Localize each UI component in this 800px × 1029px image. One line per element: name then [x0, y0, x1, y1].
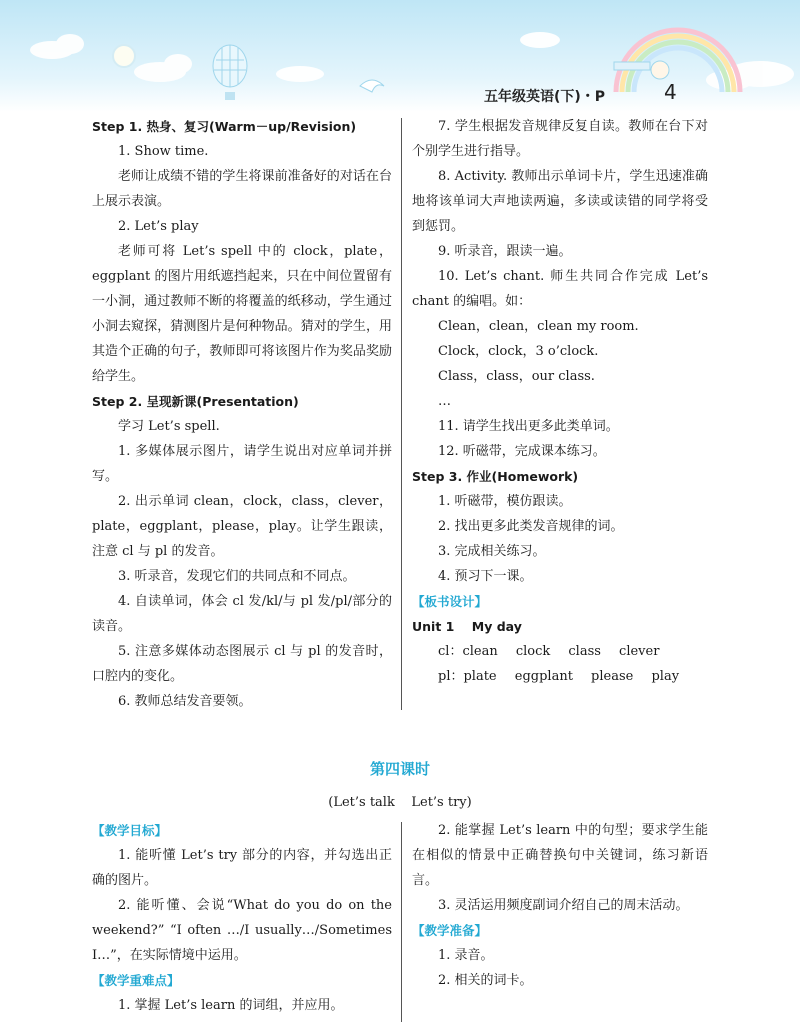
paragraph: 2. 相关的词卡。	[438, 973, 533, 988]
paragraph: 1. 听磁带，模仿跟读。	[438, 494, 572, 509]
paragraph: 3. 灵活运用频度副词介绍自己的周末活动。	[438, 898, 689, 913]
paragraph: 12. 听磁带，完成课本练习。	[438, 444, 606, 459]
key-points-tag: 【教学重难点】	[92, 973, 180, 988]
lesson-title: 第四课时	[369, 760, 430, 778]
column-divider	[401, 822, 402, 1022]
sun-icon	[113, 45, 135, 67]
page-number: 4	[664, 80, 677, 104]
teaching-prep-tag: 【教学准备】	[412, 923, 488, 938]
paragraph: 4. 自读单词，体会 cl 发/kl/与 pl 发/pl/部分的读音。	[92, 594, 392, 634]
paragraph: 老师让成绩不错的学生将课前准备好的对话在台上展示表演。	[92, 169, 392, 209]
paragraph: 6. 教师总结发音要领。	[118, 694, 252, 709]
paragraph: 1. 录音。	[438, 948, 494, 963]
paragraph: 1. Show time.	[118, 144, 209, 159]
chant-line: Clean，clean，clean my room.	[438, 319, 639, 334]
book-page-label: 五年级英语(下)・P	[484, 89, 606, 105]
right-column-bottom	[412, 818, 708, 993]
rainbow-icon	[616, 30, 740, 92]
paragraph: 1. 掌握 Let’s learn 的词组，并应用。	[118, 998, 344, 1013]
paragraph: 2. Let’s play	[118, 219, 199, 234]
bird-icon	[360, 80, 384, 92]
left-column-bottom	[92, 818, 392, 1018]
step1-heading: Step 1. 热身、复习(Warm－up/Revision)	[92, 119, 357, 134]
paragraph: 5. 注意多媒体动态图展示 cl 与 pl 的发音时，口腔内的变化。	[92, 644, 392, 684]
paragraph: 11. 请学生找出更多此类单词。	[438, 419, 619, 434]
paragraph: 2. 出示单词 clean，clock，class，clever，plate，eggplant，please，play。让学生跟读，注意 cl 与 pl 的发音。	[92, 494, 392, 559]
board-unit-title: Unit 1 My day	[412, 619, 522, 634]
chant-line: …	[438, 394, 451, 409]
teaching-goals-tag: 【教学目标】	[92, 823, 168, 838]
paragraph: 3. 完成相关练习。	[438, 544, 546, 559]
left-column-top	[92, 114, 392, 714]
paragraph: 3. 听录音，发现它们的共同点和不同点。	[118, 569, 356, 584]
step2-heading: Step 2. 呈现新课(Presentation)	[92, 394, 299, 409]
lesson-subtitle: (Let’s talk Let’s try)	[328, 795, 472, 810]
hot-air-balloon-icon	[213, 45, 247, 100]
header-banner	[0, 0, 800, 112]
column-divider	[401, 118, 402, 710]
paragraph: 2. 能掌握 Let’s learn 中的句型；要求学生能在相似的情景中正确替换句中关键词，练习新语言。	[412, 823, 708, 888]
paragraph: 学习 Let’s spell.	[118, 419, 220, 434]
paragraph: 2. 找出更多此类发音规律的词。	[438, 519, 624, 534]
paragraph: 10. Let’s chant. 师生共同合作完成 Let’s chant 的编唱。如：	[412, 269, 708, 309]
step3-heading: Step 3. 作业(Homework)	[412, 469, 579, 484]
paragraph: 7. 学生根据发音规律反复自读。教师在台下对个别学生进行指导。	[412, 119, 708, 159]
board-pl-row: pl：plate eggplant please play	[438, 669, 680, 684]
paragraph: 9. 听录音，跟读一遍。	[438, 244, 572, 259]
chant-line: Class，class，our class.	[438, 369, 595, 384]
board-design-tag: 【板书设计】	[412, 594, 488, 609]
board-cl-row: cl：clean clock class clever	[438, 644, 660, 659]
paragraph: 4. 预习下一课。	[438, 569, 533, 584]
paragraph: 2. 能听懂、会说“What do you do on the weekend?” “I often …/I usually…/Sometimes I…”，在实际情境中运用。	[92, 898, 392, 963]
paragraph: 1. 能听懂 Let’s try 部分的内容，并勾选出正确的图片。	[92, 848, 392, 888]
sky-illustration	[0, 0, 800, 112]
paragraph: 老师可将 Let’s spell 中的 clock，plate，eggplant 的图片用纸遮挡起来，只在中间位置留有一小洞，通过教师不断的将覆盖的纸移动，学生通过小洞去窥探，猜测图片是何种物品。猜对的学生，用其造个正确的句子，教师即可将该图片作为奖品奖励给学生。	[92, 244, 392, 384]
paragraph: 8. Activity. 教师出示单词卡片，学生迅速准确地将该单词大声地读两遍，多读或读错的同学将受到惩罚。	[412, 169, 708, 234]
paragraph: 1. 多媒体展示图片，请学生说出对应单词并拼写。	[92, 444, 392, 484]
right-column-top	[412, 114, 708, 689]
chant-line: Clock，clock，3 o’clock.	[438, 344, 599, 359]
